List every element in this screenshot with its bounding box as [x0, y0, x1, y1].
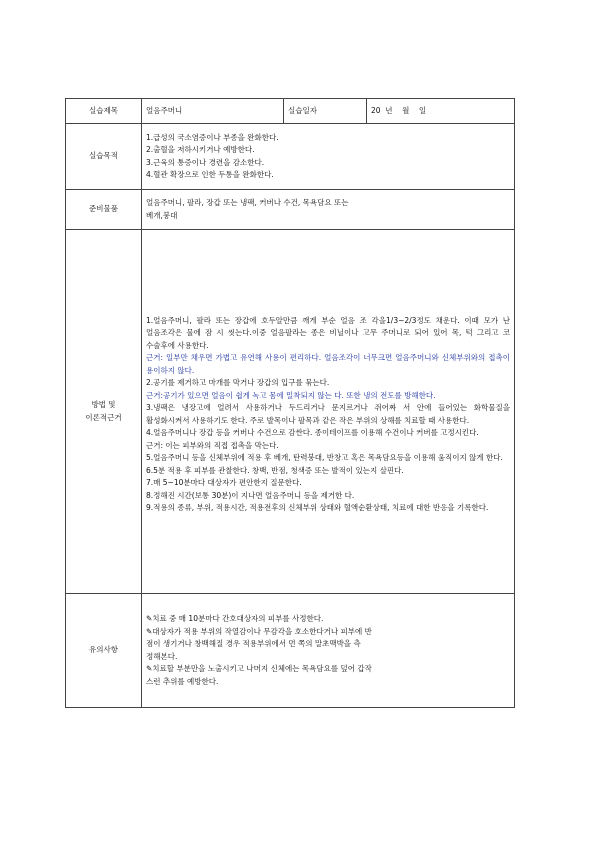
supplies-content: [142, 190, 515, 230]
method-step: 7.매 5~10분마다 대상자가 편안한지 질문한다.: [146, 478, 302, 487]
method-rationale: 근거:공기가 있으면 얼음이 쉽게 녹고 몸에 밀착되지 않는 다. 또한 냉의 전도를 방해한다.: [146, 390, 436, 400]
method-content: [142, 230, 515, 594]
purpose-item: 2.출혈을 저하시키거나 예방한다.: [146, 145, 255, 154]
date-value: 20 년 월 일: [367, 99, 515, 124]
method-step: 2.공기를 제거하고 마개를 막거나 장갑의 입구를 묶는다.: [146, 378, 330, 387]
caution-line: ✎치료할 부분만을 노출시키고 나머지 신체에는 목욕담요를 덮어 갑작: [146, 664, 372, 673]
supplies-line: 얼음주머니, 팔라, 장갑 또는 냉팩, 커버나 수건, 목욕담요 또는: [146, 198, 349, 207]
caution-line: 정해본다.: [146, 651, 178, 661]
practice-form-table: [65, 98, 515, 708]
method-step: 1.얼음주머니, 팔라 또는 장갑에 호두알만큼 깨게 부순 얼음 조 각을1/3~2/3정도 채운다. 이때 모가 난 얼음조각은 물에 잠 시 씻는다.이중 얼음팔라는 종은 비닐이나 고무 주머니로 되어 있어 목, 턱 그리고 코 수술후에 사용한다.: [146, 315, 510, 350]
purpose-content: [142, 124, 515, 190]
supplies-label: 준비물품: [66, 190, 142, 230]
method-row: [66, 230, 515, 594]
date-label: 실습일자: [284, 99, 367, 124]
purpose-item: 4.혈관 확장으로 인한 두통을 완화한다.: [146, 170, 274, 179]
method-step: 3.냉팩은 냉장고에 얼려서 사용하거나 두드리거나 문지르거나 쥐어짜 서 안에 들어있는 화학물질을 활성화시켜서 사용하기도 한다. 주로 발목이나 팔목과 같은 작은 부위의 상해를 치료할 때 사용한다.: [146, 403, 510, 425]
title-value: 얼음주머니: [142, 99, 284, 124]
method-step: 9.적용의 종류, 부위, 적용시간, 적용전후의 신체부위 상태와 혈액순환상태, 치료에 대한 반응을 기록한다.: [146, 503, 489, 512]
method-step: 4.얼음주머니나 장갑 등을 커버나 수건으로 감싼다. 종이테이프를 이용해 수건이나 커버를 고정시킨다.: [146, 428, 479, 437]
caution-line: ✎대상자가 적용 부위의 작열감이나 무감각을 호소한다거나 피부에 반: [146, 626, 372, 636]
header-row: [66, 99, 515, 124]
title-label: 실습제목: [66, 99, 142, 124]
caution-line: 스런 추위를 예방한다.: [146, 676, 219, 686]
method-step: 6.5분 적용 후 피부를 관찰한다. 창백, 반점, 청색증 또는 발적이 있는지 살핀다.: [146, 465, 404, 475]
cautions-row: [66, 594, 515, 708]
caution-line: ✎치료 중 매 10분마다 간호대상자의 피부를 사정한다.: [146, 614, 324, 623]
purpose-row: [66, 124, 515, 190]
method-label-line: 방법 및: [91, 400, 116, 409]
method-label-line: 이론적근거: [85, 412, 122, 422]
purpose-item: 1.급성의 국소염증이나 부종을 완화한다.: [146, 132, 279, 142]
method-rationale: 근거: 이는 피부와의 직접 접촉을 막는다.: [146, 440, 279, 450]
method-step: 8.정해진 시간(보통 30분)이 지나면 얼음주머니 등을 제거한 다.: [146, 490, 355, 500]
method-label: [66, 230, 142, 594]
cautions-label: 유의사항: [66, 594, 142, 708]
method-step: 5.얼음주머니 등을 신체부위에 적용 후 베개, 탄력붕대, 반창고 혹은 목욕담요등을 이용해 움직이지 않게 한다.: [146, 453, 503, 462]
purpose-label: 실습목적: [66, 124, 142, 190]
caution-line: 점이 생기거나 창백해질 경우 적용부위에서 먼 쪽의 말초맥박을 측: [146, 639, 361, 648]
supplies-line: 베개,붕대: [146, 210, 178, 220]
cautions-content: [142, 594, 515, 708]
method-rationale: 근거: 일부만 채우면 가볍고 유연해 사용이 편리하다. 얼음조각이 너무크면 얼음주머니와 신체부위와의 접촉이 용이하지 않다.: [146, 353, 510, 375]
purpose-item: 3.근육의 통증이나 경련을 감소한다.: [146, 157, 265, 167]
supplies-row: [66, 190, 515, 230]
